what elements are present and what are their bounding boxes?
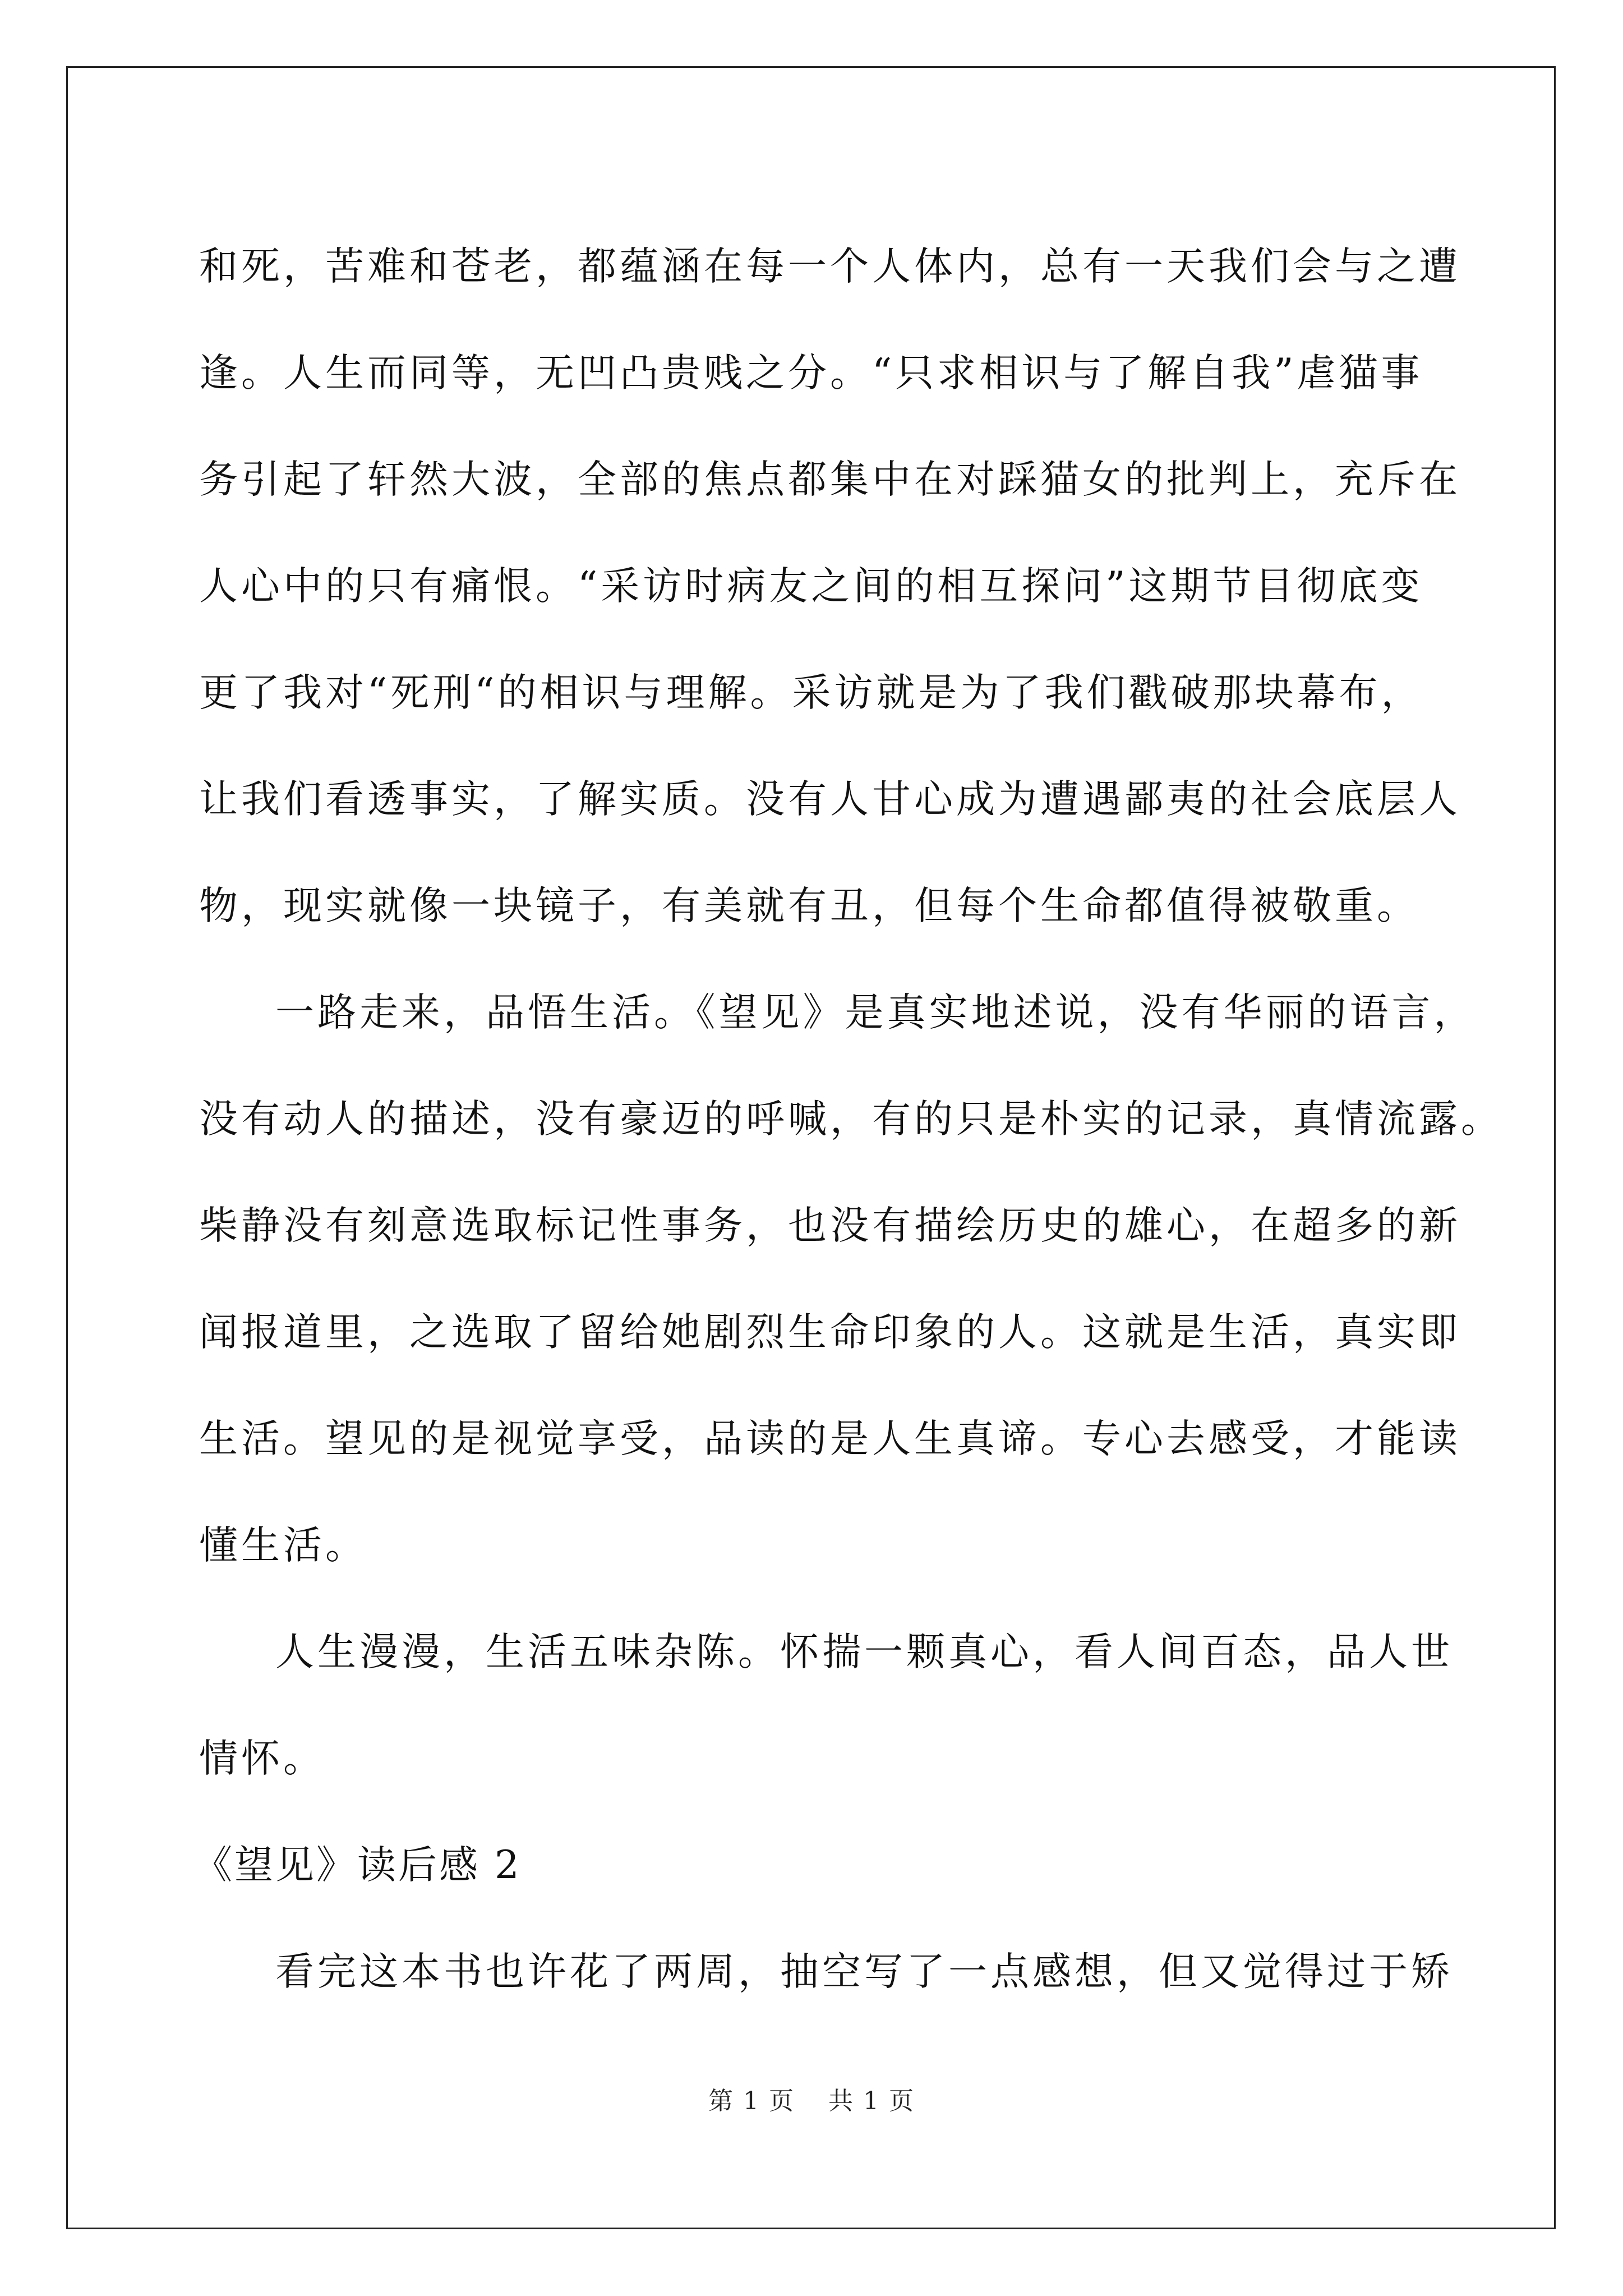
text-line: 物，现实就像一块镜子，有美就有丑，但每个生命都值得被敬重。 xyxy=(199,884,1419,928)
document-body xyxy=(193,213,1503,2025)
text-line: 生活。望见的是视觉享受，品读的是人生真谛。专心去感受，才能读 xyxy=(199,1416,1461,1461)
text-line: 务引起了轩然大波，全部的焦点都集中在对踩猫女的批判上，充斥在 xyxy=(199,457,1461,502)
heading-text: 《望见》读后感 2 xyxy=(193,1843,522,1888)
text-line: 柴静没有刻意选取标记性事务，也没有描绘历史的雄心，在超多的新 xyxy=(199,1203,1461,1248)
text-line: 看完这本书也许花了两周，抽空写了一点感想，但又觉得过于矫 xyxy=(275,1949,1453,1994)
text-line: 一路走来，品悟生活。《望见》是真实地述说，没有华丽的语言， xyxy=(275,990,1476,1035)
paragraph-1 xyxy=(199,213,1461,959)
paragraph-4 xyxy=(199,1918,1453,2025)
text-line: 逢。人生而同等，无凹凸贵贱之分。“只求相识与了解自我”虐猫事 xyxy=(199,351,1423,395)
paragraph-3 xyxy=(199,1599,1453,1812)
page-number-current: 第 1 页 xyxy=(708,2087,795,2115)
page-number-total: 共 1 页 xyxy=(828,2087,915,2115)
text-line: 让我们看透事实，了解实质。没有人甘心成为遭遇鄙夷的社会底层人 xyxy=(199,777,1461,822)
text-line: 懂生活。 xyxy=(199,1523,367,1568)
text-line: 人生漫漫，生活五味杂陈。怀揣一颗真心，看人间百态，品人世 xyxy=(275,1630,1453,1674)
text-line: 没有动人的描述，没有豪迈的呼喊，有的只是朴实的记录，真情流露。 xyxy=(199,1097,1503,1142)
text-line: 更了我对“死刑“的相识与理解。采访就是为了我们戳破那块幕布， xyxy=(199,670,1423,715)
text-line: 闻报道里，之选取了留给她剧烈生命印象的人。这就是生活，真实即 xyxy=(199,1310,1461,1355)
paragraph-2 xyxy=(199,959,1503,1599)
page-footer xyxy=(0,2085,1623,2118)
section-heading xyxy=(193,1812,1433,1918)
text-line: 人心中的只有痛恨。“采访时病友之间的相互探问”这期节目彻底变 xyxy=(199,564,1423,609)
text-line: 和死，苦难和苍老，都蕴涵在每一个人体内，总有一天我们会与之遭 xyxy=(199,244,1461,289)
text-line: 情怀。 xyxy=(199,1736,325,1781)
